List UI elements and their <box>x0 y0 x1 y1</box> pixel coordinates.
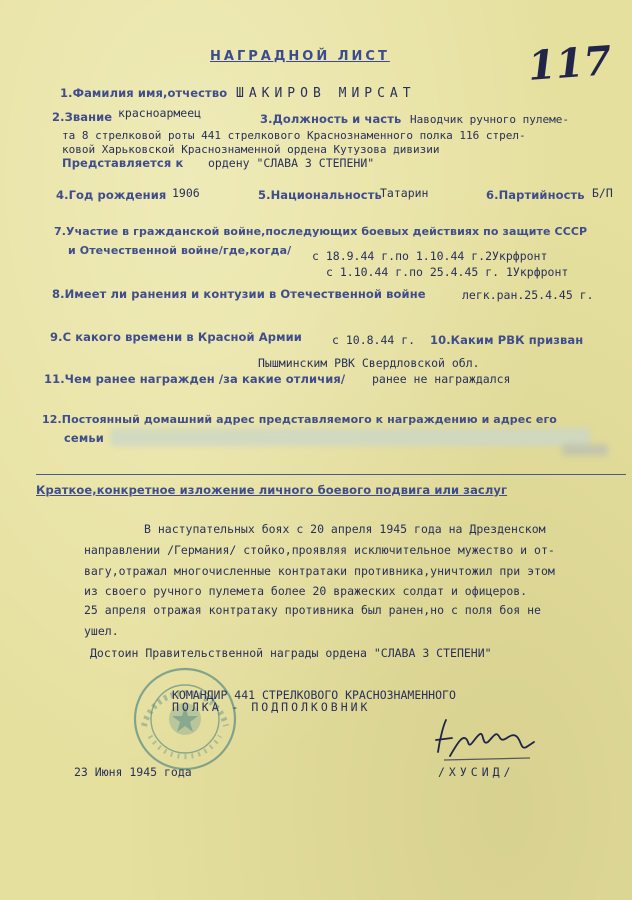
feat-line-5: 25 апреля отражая контратаку противника был ранен,но с поля боя не <box>84 603 541 617</box>
commander-title-line1: КОМАНДИР 441 СТРЕЛКОВОГО КРАСНОЗНАМЕННОГО <box>172 688 456 702</box>
field-12-label-line2: семьи <box>64 431 104 445</box>
document-title: НАГРАДНОЙ ЛИСТ <box>210 49 390 64</box>
field-5-value: Татарин <box>380 186 429 200</box>
feat-heading: Краткое,конкретное изложение личного боевого подвига или заслуг <box>36 483 508 497</box>
field-6-label: 6.Партийность <box>486 188 585 202</box>
field-4-value: 1906 <box>172 186 200 200</box>
feat-line-6: ушел. <box>84 624 119 638</box>
field-1-label: 1.Фамилия имя,отчество <box>60 86 228 100</box>
faint-mark <box>562 444 608 456</box>
handwritten-signature-icon <box>430 712 540 768</box>
represented-label: Представляется к <box>62 156 184 170</box>
document-date: 23 Июня 1945 года <box>74 765 192 779</box>
field-8-label: 8.Имеет ли ранения и контузии в Отечественной войне <box>52 287 426 301</box>
field-3-label: 3.Должность и часть <box>260 112 402 126</box>
redacted-address <box>110 428 590 446</box>
field-11-label: 11.Чем ранее награжден /за какие отличия/ <box>44 372 346 386</box>
field-1-value: ШАКИРОВ МИРСАТ <box>236 86 416 101</box>
field-3-value-line3: ковой Харьковской Краснознаменной ордена Кутузова дивизии <box>62 143 440 156</box>
represented-value: ордену "СЛАВА 3 СТЕПЕНИ" <box>208 156 375 170</box>
field-3-value-line1: Наводчик ручного пулеме- <box>410 113 569 126</box>
feat-line-4: из своего ручного пулемета более 20 вражеских солдат и офицеров. <box>84 584 528 598</box>
feat-line-2: направлении /Германия/ стойко,проявляя исключительное мужество и от- <box>84 543 555 557</box>
field-7-value-line1: с 18.9.44 г.по 1.10.44 г.2Укрфронт <box>312 249 548 263</box>
feat-line-7: Достоин Правительственной награды ордена "СЛАВА 3 СТЕПЕНИ" <box>90 646 492 660</box>
feat-line-1: В наступательных боях с 20 апреля 1945 года на Дрезденском <box>144 522 546 536</box>
field-11-value: ранее не награждался <box>372 372 511 386</box>
field-3-value-line2: та 8 стрелковой роты 441 стрелкового Краснознаменного полка 116 стрел- <box>62 129 526 142</box>
handwritten-number: 117 <box>526 37 614 90</box>
commander-title-line2: ПОЛКА - ПОДПОЛКОВНИК <box>172 700 371 714</box>
field-2-value: красноармеец <box>118 106 202 120</box>
field-10-label: 10.Каким РВК призван <box>430 333 584 347</box>
field-7-label-line2: и Отечественной войне/где,когда/ <box>68 244 292 257</box>
field-5-label: 5.Национальность <box>258 188 382 202</box>
field-7-value-line2: с 1.10.44 г.по 25.4.45 г. 1Укрфронт <box>326 265 569 279</box>
feat-line-3: вагу,отражал многочисленные контратаки противника,уничтожил при этом <box>84 564 555 578</box>
field-7-label-line1: 7.Участие в гражданской войне,последующих боевых действиях по защите СССР <box>54 225 588 238</box>
field-9-value: с 10.8.44 г. <box>332 333 416 347</box>
field-2-label: 2.Звание <box>52 110 113 124</box>
field-9-label: 9.С какого времени в Красной Армии <box>50 330 302 344</box>
section-divider <box>36 474 626 475</box>
field-10-value: Пышминским РВК Свердловской обл. <box>258 356 480 370</box>
field-12-label-line1: 12.Постоянный домашний адрес представляемого к награждению и адрес его <box>42 413 557 426</box>
field-4-label: 4.Год рождения <box>56 188 167 202</box>
field-6-value: Б/П <box>592 186 613 200</box>
regiment-stamp-icon <box>132 666 238 772</box>
commander-name: /ХУСИД/ <box>438 765 515 779</box>
field-8-value: легк.ран.25.4.45 г. <box>462 288 594 302</box>
